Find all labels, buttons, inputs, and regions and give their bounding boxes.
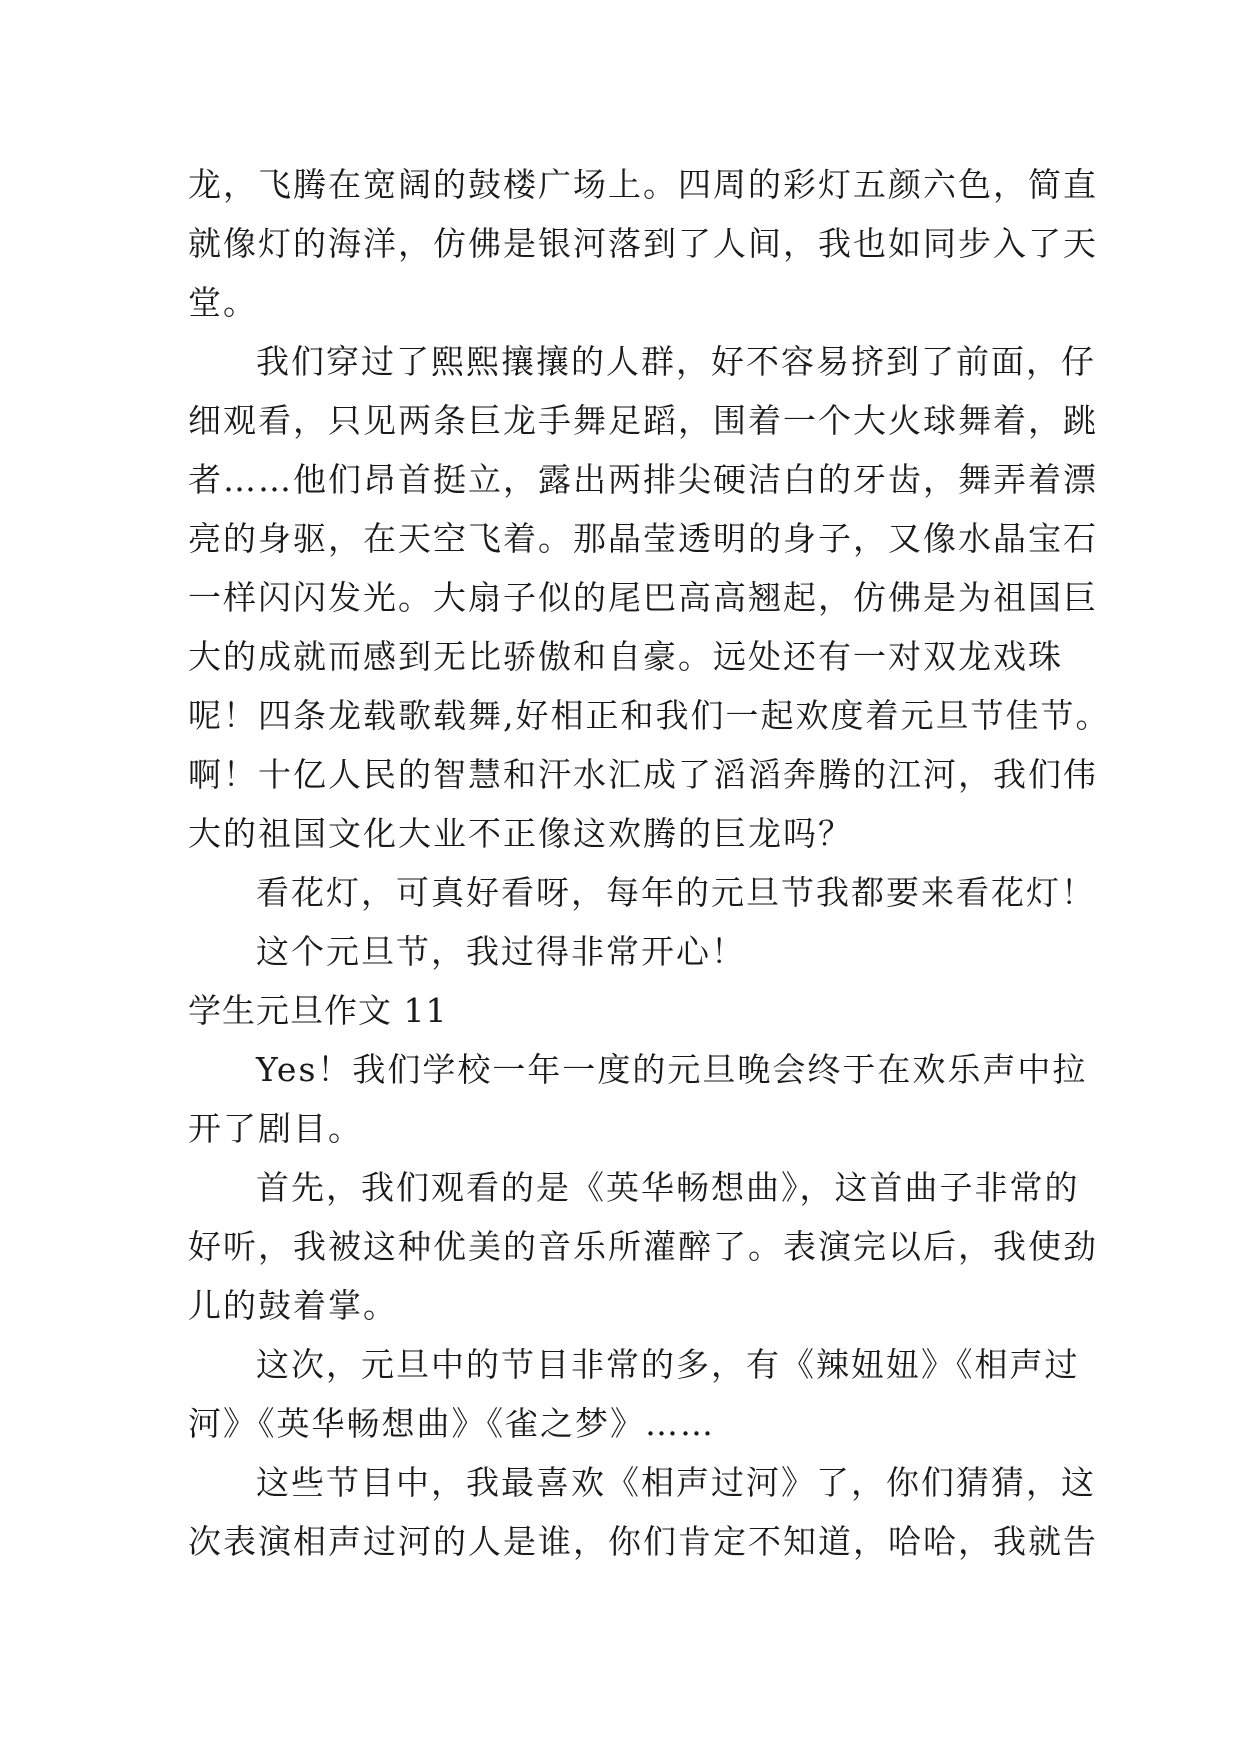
paragraph-start-line: 这个元旦节，我过得非常开心！	[256, 932, 746, 971]
text-line: 就像灯的海洋，仿佛是银河落到了人间，我也如同步入了天	[188, 224, 1098, 263]
text-line: 呢！四条龙载歌载舞,好相正和我们一起欢度着元旦节佳节。	[188, 696, 1111, 735]
text-line: 细观看，只见两条巨龙手舞足蹈，围着一个大火球舞着，跳	[188, 401, 1098, 440]
text-line: 啊！十亿人民的智慧和汗水汇成了滔滔奔腾的江河，我们伟	[188, 755, 1098, 794]
text-line: 儿的鼓着掌。	[188, 1286, 398, 1325]
text-line: 开了剧目。	[188, 1109, 363, 1148]
text-line: 大的祖国文化大业不正像这欢腾的巨龙吗？	[188, 814, 853, 853]
text-line: 亮的身驱，在天空飞着。那晶莹透明的身子，又像水晶宝石	[188, 519, 1098, 558]
paragraph-start-line: Yes！我们学校一年一度的元旦晚会终于在欢乐声中拉	[256, 1050, 1088, 1089]
text-line: 好听，我被这种优美的音乐所灌醉了。表演完以后，我使劲	[188, 1227, 1098, 1266]
paragraph-start-line: 看花灯，可真好看呀，每年的元旦节我都要来看花灯！	[256, 873, 1096, 912]
text-line: 一样闪闪发光。大扇子似的尾巴高高翘起，仿佛是为祖国巨	[188, 578, 1098, 617]
paragraph-start-line: 首先，我们观看的是《英华畅想曲》，这首曲子非常的	[256, 1168, 1080, 1207]
text-line: 次表演相声过河的人是谁，你们肯定不知道，哈哈，我就告	[188, 1522, 1098, 1561]
text-line: 龙，飞腾在宽阔的鼓楼广场上。四周的彩灯五颜六色，简直	[188, 165, 1098, 204]
paragraph-start-line: 这些节目中，我最喜欢《相声过河》了，你们猜猜，这	[256, 1463, 1096, 1502]
text-line: 河》《英华畅想曲》《雀之梦》……	[188, 1404, 715, 1443]
section-heading: 学生元旦作文 11	[188, 991, 448, 1030]
paragraph-start-line: 我们穿过了熙熙攘攘的人群，好不容易挤到了前面，仔	[256, 342, 1096, 381]
paragraph-start-line: 这次，元旦中的节目非常的多，有《辣妞妞》《相声过	[256, 1345, 1080, 1384]
text-line: 者……他们昂首挺立，露出两排尖硬洁白的牙齿，舞弄着漂	[188, 460, 1098, 499]
essay-body	[188, 155, 1111, 1571]
text-line: 堂。	[188, 283, 258, 322]
text-line: 大的成就而感到无比骄傲和自豪。远处还有一对双龙戏珠	[188, 637, 1063, 676]
